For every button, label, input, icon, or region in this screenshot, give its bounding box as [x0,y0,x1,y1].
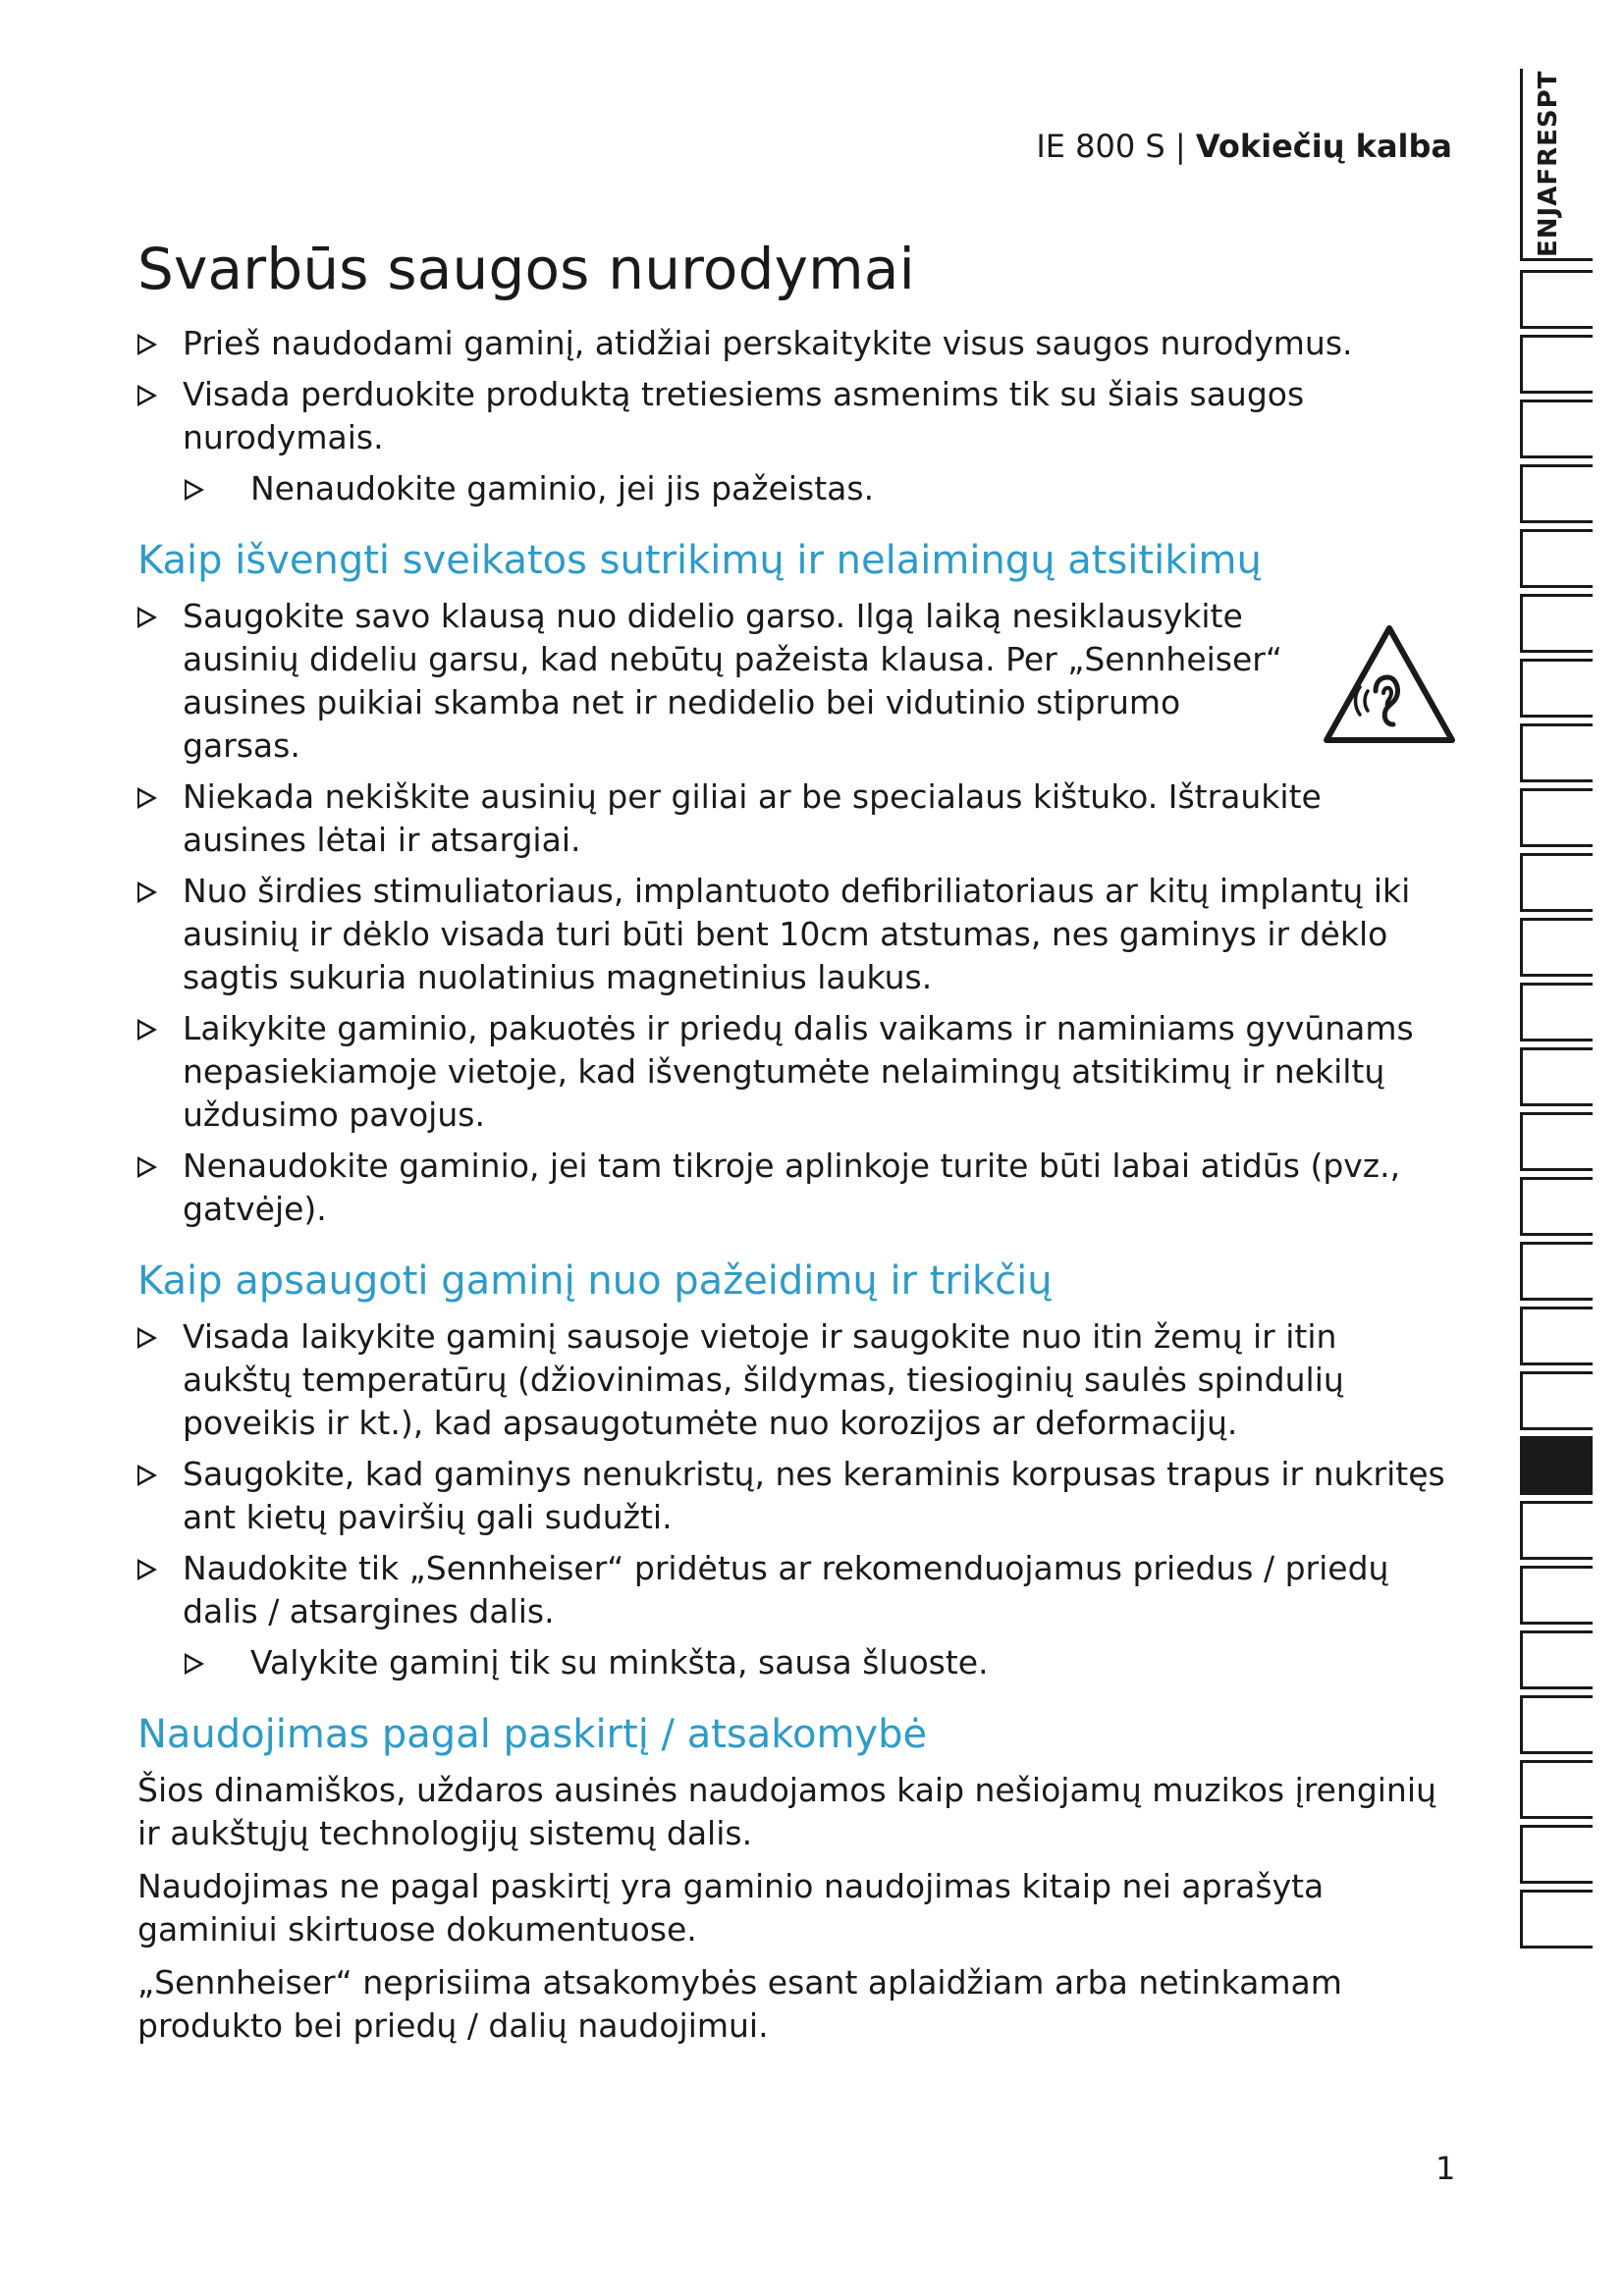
bullet-item [137,1547,1453,1633]
chapter-tab [1520,1177,1593,1236]
chapter-tab [1520,1695,1593,1754]
triangle-bullet-icon [137,607,157,628]
chapter-tab [1520,1307,1593,1365]
triangle-bullet-icon [185,479,204,501]
bullet-text: Valykite gaminį tik su minkšta, sausa šluoste. [250,1643,989,1682]
section-heading-protection: Kaip apsaugoti gaminį nuo pažeidimų ir trikčių [137,1258,1053,1304]
bullet-text: Nenaudokite gaminio, jei tam tikroje aplinkoje turite būti labai atidūs (pvz., gatvėje). [183,1147,1401,1228]
chapter-tab [1520,1825,1593,1884]
chapter-tab [1520,1760,1593,1819]
chapter-tab [1520,529,1593,588]
main-content [137,236,1453,2057]
bullet-text: Saugokite, kad gaminys nenukristų, nes keraminis korpusas trapus ir nukritęs ant kietų paviršių gali sudužti. [183,1455,1445,1536]
bullet-item [137,373,1453,459]
bullet-text: Laikykite gaminio, pakuotės ir priedų dalis vaikams ir naminiams gyvūnams nepasiekiamoje vietoje, kad išvengtumėte nelaimingų atsitikimų ir nekiltų uždusimo pavojus. [183,1009,1414,1134]
bullet-text: Saugokite savo klausą nuo didelio garso. Ilgą laiką nesiklausykite ausinių dideliu garsu, kad nebūtų pažeista klausa. Per „Sennheiser“ ausines puikiai skamba net ir nedidelio bei vidutinio stiprumo garsas. [183,597,1282,765]
chapter-tab [1520,270,1593,329]
page-title: Svarbūs saugos nurodymai [137,236,915,302]
triangle-bullet-icon [137,1465,157,1486]
triangle-bullet-icon [137,1327,157,1349]
bullet-item [137,1145,1453,1231]
triangle-bullet-icon [185,1653,204,1675]
page-number: 1 [1435,2150,1456,2187]
header-language: Vokiečių kalba [1195,128,1452,165]
chapter-tab [1520,659,1593,718]
chapter-tab [1520,918,1593,977]
bullet-text: Nenaudokite gaminio, jei jis pažeistas. [250,469,875,507]
triangle-bullet-icon [137,787,157,809]
section-heading-health: Kaip išvengti sveikatos sutrikimų ir nelaimingų atsitikimų [137,538,1262,583]
bullet-text: Visada laikykite gaminį sausoje vietoje ir saugokite nuo itin žemų ir itin aukštų temperatūrų (džiovinimas, šildymas, tiesioginių saulės spindulių poveikis ir kt.), kad apsaugotumėte nuo korozijos ar deformacijų. [183,1317,1344,1442]
bullet-text: Nuo širdies stimuliatoriaus, implantuoto defibriliatoriaus ar kitų implantų iki ausinių ir dėklo visada turi būti bent 10cm atstumas, nes gaminys ir dėklo sagtis sukuria nuolatinius magnetinius laukus. [183,872,1411,996]
chapter-tab [1520,723,1593,782]
triangle-bullet-icon [137,1156,157,1178]
language-tab-label: ENJAFRESPT [1534,70,1563,257]
chapter-tab [1520,853,1593,912]
chapter-tab [1520,983,1593,1041]
chapter-tab [1520,594,1593,653]
chapter-tab [1520,335,1593,394]
chapter-tab [1520,1501,1593,1560]
chapter-tab [1520,400,1593,458]
hearing-warning-icon [1321,622,1458,746]
bullet-item [137,595,1453,768]
triangle-bullet-icon [137,385,157,406]
triangle-bullet-icon [137,1559,157,1580]
bullet-item [137,322,1453,365]
bullet-item [137,1453,1453,1539]
chapter-tab [1520,1630,1593,1689]
chapter-tab [1520,464,1593,523]
triangle-bullet-icon [137,881,157,903]
bullet-text: Niekada nekiškite ausinių per giliai ar be specialaus kištuko. Ištraukite ausines lėtai ir atsargiai. [183,777,1322,859]
chapter-tab [1520,1890,1593,1949]
chapter-tab [1520,788,1593,847]
triangle-bullet-icon [137,334,157,355]
paragraph: „Sennheiser“ neprisiima atsakomybės esant aplaidžiam arba netinkamam produkto bei priedų / dalių naudojimui. [137,1963,1342,2045]
chapter-tab [1520,1566,1593,1625]
bullet-item [137,1007,1453,1137]
sub-bullet-item [137,1641,1453,1684]
chapter-tab-active [1520,1436,1593,1495]
section-heading-intended-use: Naudojimas pagal paskirtį / atsakomybė [137,1712,928,1757]
triangle-bullet-icon [137,1019,157,1041]
paragraph: Šios dinamiškos, uždaros ausinės naudojamos kaip nešiojamų muzikos įrenginių ir aukštųjų technologijų sistemų dalis. [137,1771,1436,1852]
chapter-tab [1520,1371,1593,1430]
bullet-text: Visada perduokite produktą tretiesiems asmenims tik su šiais saugos nurodymais. [183,375,1305,456]
bullet-item [137,870,1453,999]
sub-bullet-item [137,467,1453,510]
bullet-item [137,775,1453,862]
header-product: IE 800 S | [1036,128,1196,165]
chapter-tab [1520,1242,1593,1301]
page-header [1036,128,1452,165]
bullet-text: Prieš naudodami gaminį, atidžiai perskaitykite visus saugos nurodymus. [183,324,1353,362]
chapter-tabs [1520,270,1593,1954]
bullet-item [137,1315,1453,1445]
bullet-text: Naudokite tik „Sennheiser“ pridėtus ar rekomenduojamus priedus / priedų dalis / atsargines dalis. [183,1549,1389,1630]
chapter-tab [1520,1047,1593,1106]
chapter-tab [1520,1112,1593,1171]
paragraph: Naudojimas ne pagal paskirtį yra gaminio naudojimas kitaip nei aprašyta gaminiui skirtuose dokumentuose. [137,1867,1325,1949]
